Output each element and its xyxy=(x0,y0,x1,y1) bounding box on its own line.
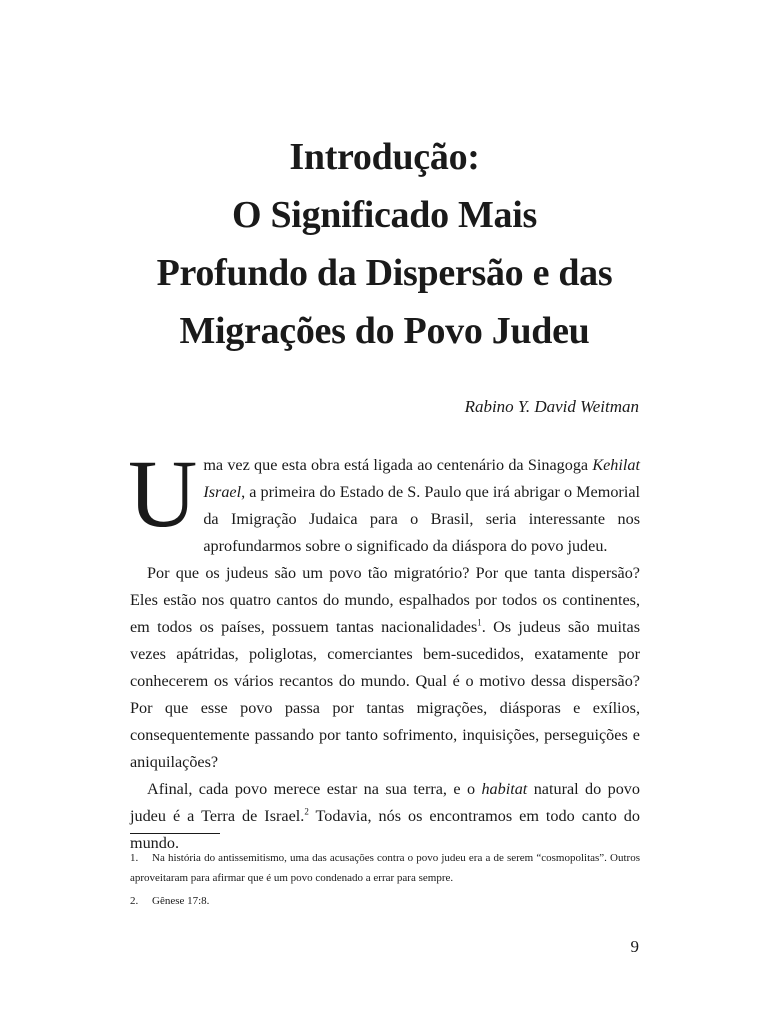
footnote-item xyxy=(130,891,640,911)
footnote-divider xyxy=(130,833,220,834)
title-line: Profundo da Dispersão e das xyxy=(156,252,613,294)
paragraph-text: natural do povo judeu é a Terra de Israel. xyxy=(130,780,640,825)
footnote-number: 2. xyxy=(130,895,139,907)
italic-term: Kehilat Israel xyxy=(203,456,640,501)
footnote-item xyxy=(130,848,640,888)
paragraph-1 xyxy=(128,440,640,560)
footnotes xyxy=(130,848,640,914)
paragraph-2 xyxy=(130,560,640,776)
paragraph-text: Afinal, cada povo merece estar na sua terra, e o xyxy=(147,780,482,798)
drop-cap: U xyxy=(128,440,198,547)
paragraph-text: , a primeira do Estado de S. Paulo que irá abrigar o Memorial da Imigração Judaica para o Brasil, seria interessante nos aprofundarmos sobre o significado da diáspora do povo judeu. xyxy=(203,483,640,555)
paragraph-text: Por que os judeus são um povo tão migratório? Por que tanta dispersão? Eles estão nos quatro cantos do mundo, espalhados por todos os continentes, em todos os países, possuem tantas nacionalidades xyxy=(130,564,640,636)
footnote-ref[interactable]: 1 xyxy=(477,617,482,628)
chapter-title xyxy=(100,128,669,360)
author-byline: Rabino Y. David Weitman xyxy=(464,397,639,416)
italic-term: habitat xyxy=(481,780,528,798)
paragraph-text: ma vez que esta obra está ligada ao centenário da Sinagoga xyxy=(203,456,593,474)
title-line: Migrações do Povo Judeu xyxy=(179,310,590,352)
footnote-ref[interactable]: 2 xyxy=(304,806,309,817)
footnote-text: Gênese 17:8. xyxy=(152,895,210,907)
footnote-number: 1. xyxy=(130,852,139,864)
paragraph-text: Todavia, nós os encontramos em todo canto do mundo. xyxy=(130,807,640,852)
page-number: 9 xyxy=(630,937,639,956)
paragraph-3 xyxy=(130,776,640,857)
title-line: Introdução: xyxy=(289,136,480,178)
paragraph-text: . Os judeus são muitas vezes apátridas, poliglotas, comerciantes bem-sucedidos, exatamente por conhecerem os vários recantos do mundo. Qual é o motivo dessa dispersão? Por que esse povo passa por tantas migrações, diásporas e exílios, consequentemente passando por tanto sofrimento, inquisições, perseguições e aniquilações? xyxy=(130,618,641,771)
title-line: O Significado Mais xyxy=(232,194,537,236)
footnote-text: Na história do antissemitismo, uma das acusações contra o povo judeu era a de serem “cosmopolitas”. Outros aproveitaram para afirmar que é um povo condenado a errar para sempre. xyxy=(130,852,640,884)
body-text xyxy=(128,440,641,857)
